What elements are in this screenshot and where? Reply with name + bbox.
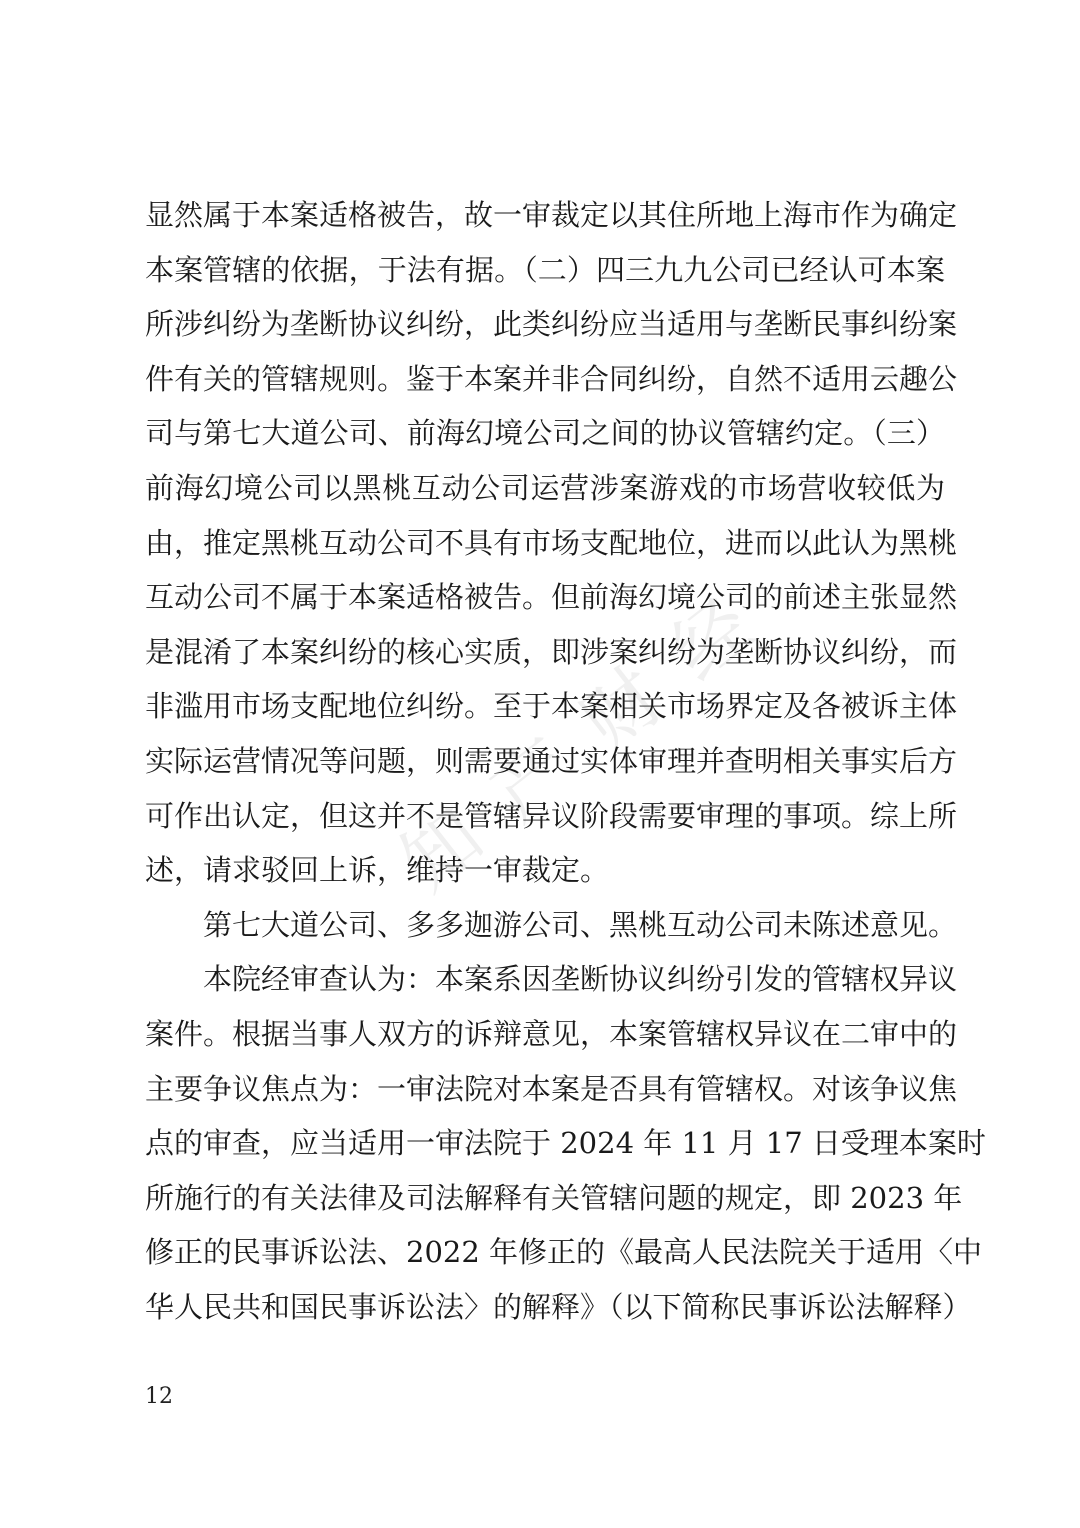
text-line: 前海幻境公司以黑桃互动公司运营涉案游戏的市场营收较低为: [145, 470, 945, 505]
text-line: 所施行的有关法律及司法解释有关管辖问题的规定，即 2023 年: [145, 1180, 963, 1215]
page-number: 12: [145, 1384, 173, 1409]
paragraph-first-line: 本院经审查认为：本案系因垄断协议纠纷引发的管辖权异议: [203, 962, 958, 997]
text-line: 显然属于本案适格被告，故一审裁定以其住所地上海市作为确定: [145, 198, 958, 232]
body-text: [145, 188, 986, 1334]
watermark-char: 产: [474, 720, 590, 838]
text-line: 件有关的管辖规则。鉴于本案并非合同纠纷，自然不适用云趣公: [145, 361, 958, 396]
text-line: 本案管辖的依据，于法有据。（二）四三九九公司已经认可本案: [145, 252, 945, 287]
text-line: 是混淆了本案纠纷的核心实质，即涉案纠纷为垄断协议纠纷，而: [145, 634, 958, 669]
text-line: 案件。根据当事人双方的诉辩意见，本案管辖权异议在二审中的: [145, 1016, 958, 1051]
text-line: 互动公司不属于本案适格被告。但前海幻境公司的前述主张显然: [145, 580, 958, 615]
paragraph-first-line: 第七大道公司、多多迦游公司、黑桃互动公司未陈述意见。: [203, 907, 958, 942]
text-line: 实际运营情况等问题，则需要通过实体审理并查明相关事实后方: [145, 743, 958, 778]
text-line: 点的审查，应当适用一审法院于 2024 年 11 月 17 日受理本案时: [145, 1126, 986, 1161]
text-line: 修正的民事诉讼法、2022 年修正的《最高人民法院关于适用〈中: [145, 1235, 983, 1270]
text-line: 主要争议焦点为：一审法院对本案是否具有管辖权。对该争议焦: [145, 1071, 958, 1106]
text-line: 华人民共和国民事诉讼法〉的解释》（以下简称民事诉讼法解释）: [145, 1289, 972, 1324]
text-line: 非滥用市场支配地位纠纷。至于本案相关市场界定及各被诉主体: [145, 689, 958, 724]
text-line: 可作出认定，但这并不是管辖异议阶段需要审理的事项。综上所: [145, 798, 958, 833]
text-line: 所涉纠纷为垄断协议纠纷，此类纠纷应当适用与垄断民事纠纷案: [145, 307, 958, 342]
text-line: 司与第七大道公司、前海幻境公司之间的协议管辖约定。（三）: [145, 416, 945, 451]
watermark-char: 知: [384, 790, 500, 908]
watermark-char: 经: [654, 580, 770, 698]
watermark-char: 财: [564, 650, 680, 768]
text-line: 由，推定黑桃互动公司不具有市场支配地位，进而以此认为黑桃: [145, 525, 958, 560]
text-line: 述，请求驳回上诉，维持一审裁定。: [145, 853, 610, 888]
